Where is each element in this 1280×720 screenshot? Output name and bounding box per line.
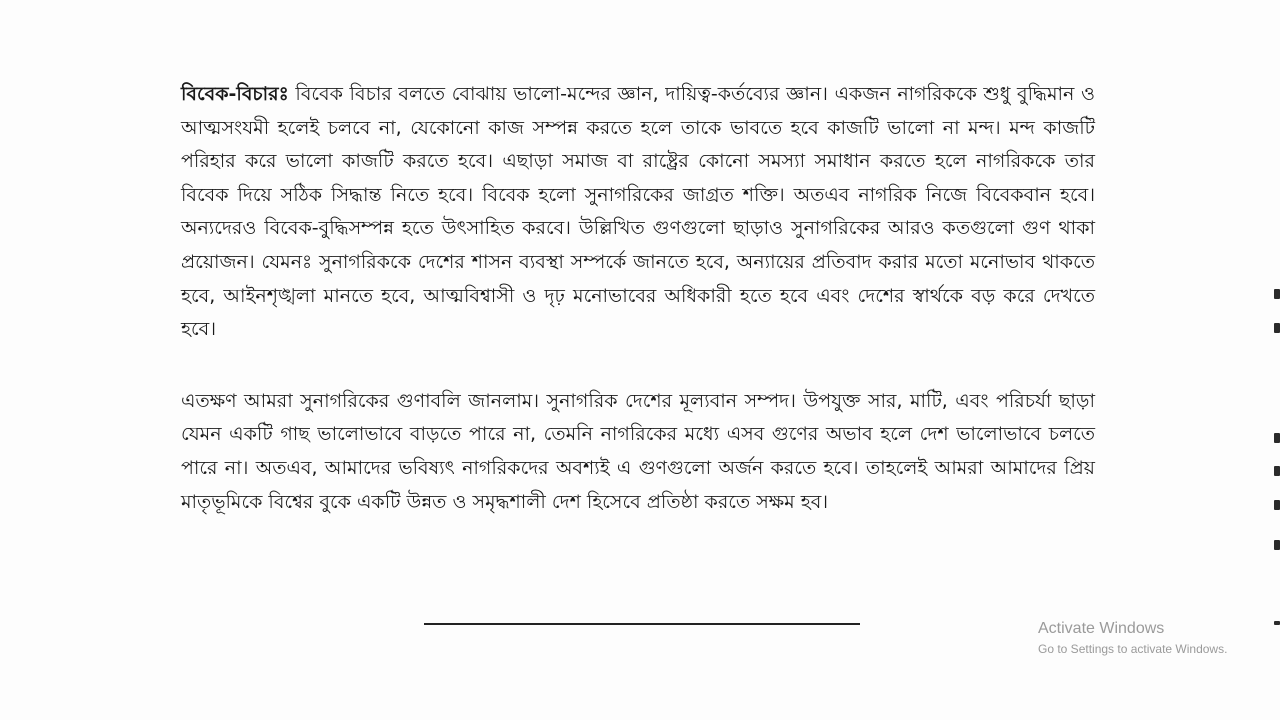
paragraph-text: এতক্ষণ আমরা সুনাগরিকের গুণাবলি জানলাম। সুনাগরিক দেশের মূল্যবান সম্পদ। উপযুক্ত সার, মাটি, এবং পরিচর্যা ছাড়া যেমন একটি গাছ ভালোভাবে বাড়তে পারে না, তেমনি নাগরিকের মধ্যে এসব গুণের অভাব হলে দেশ ভালোভাবে চলতে পারে না। অতএব, আমাদের ভবিষ্যৎ নাগরিকদের অবশ্যই এ গুণগুলো অর্জন করতে হবে। তাহলেই আমরা আমাদের প্রিয় মাতৃভূমিকে বিশ্বের বুকে একটি উন্নত ও সমৃদ্ধশালী দেশ হিসেবে প্রতিষ্ঠা করতে সক্ষম হব। xyxy=(181,389,1095,513)
edge-text-fragment xyxy=(1274,466,1280,476)
section-divider xyxy=(424,623,860,625)
edge-text-fragment xyxy=(1274,540,1280,550)
edge-text-fragment xyxy=(1274,323,1280,333)
activation-watermark xyxy=(1038,619,1227,658)
paragraph-conscience xyxy=(181,78,1095,347)
document-body xyxy=(181,78,1095,519)
paragraph-conclusion xyxy=(181,385,1095,519)
paragraph-heading-term: বিবেক-বিচারঃ xyxy=(181,83,289,105)
edge-text-fragment xyxy=(1274,621,1280,625)
edge-text-fragment xyxy=(1274,433,1280,443)
edge-text-fragment xyxy=(1274,500,1280,510)
watermark-title: Activate Windows xyxy=(1038,620,1165,637)
edge-text-fragment xyxy=(1274,289,1280,299)
watermark-subtitle: Go to Settings to activate Windows. xyxy=(1038,642,1228,656)
adjacent-page-edge xyxy=(1274,0,1280,720)
paragraph-text: বিবেক বিচার বলতে বোঝায় ভালো-মন্দের জ্ঞান, দায়িত্ব-কর্তব্যের জ্ঞান। একজন নাগরিককে শুধু বুদ্ধিমান ও আত্মসংযমী হলেই চলবে না, যেকোনো কাজ সম্পন্ন করতে হলে তাকে ভাবতে হবে কাজটি ভালো না মন্দ। মন্দ কাজটি পরিহার করে ভালো কাজটি করতে হবে। এছাড়া সমাজ বা রাষ্ট্রের কোনো সমস্যা সমাধান করতে হলে নাগরিককে তার বিবেক দিয়ে সঠিক সিদ্ধান্ত নিতে হবে। বিবেক হলো সুনাগরিকের জাগ্রত শক্তি। অতএব নাগরিক নিজে বিবেকবান হবে। অন্যদেরও বিবেক-বুদ্ধিসম্পন্ন হতে উৎসাহিত করবে। উল্লিখিত গুণগুলো ছাড়াও সুনাগরিকের আরও কতগুলো গুণ থাকা প্রয়োজন। যেমনঃ সুনাগরিককে দেশের শাসন ব্যবস্থা সম্পর্কে জানতে হবে, অন্যায়ের প্রতিবাদ করার মতো মনোভাব থাকতে হবে, আইনশৃঙ্খলা মানতে হবে, আত্মবিশ্বাসী ও দৃঢ় মনোভাবের অধিকারী হতে হবে এবং দেশের স্বার্থকে বড় করে দেখতে হবে। xyxy=(181,83,1095,341)
